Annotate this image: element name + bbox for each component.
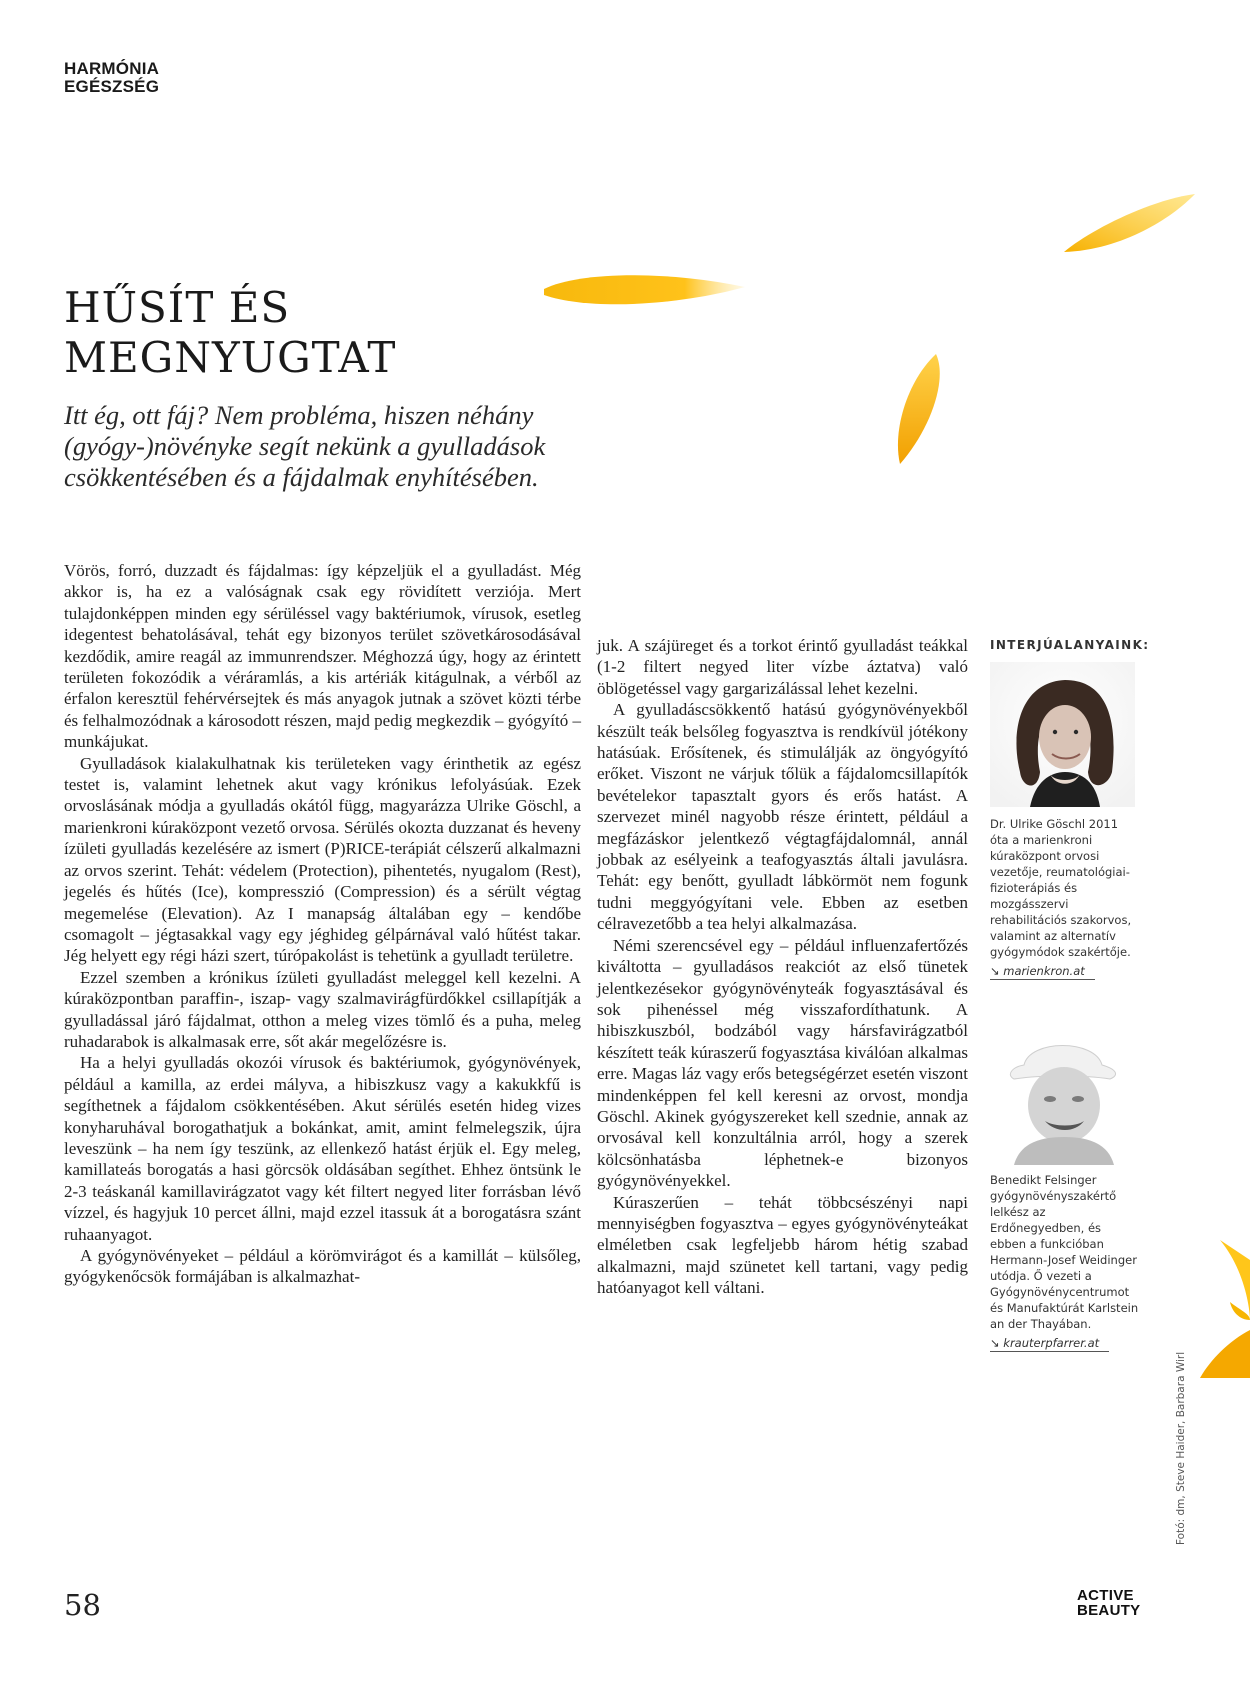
section-label-line2: EGÉSZSÉG	[64, 77, 160, 96]
interviewee-1	[990, 816, 1140, 980]
article-lead: Itt ég, ott fáj? Nem probléma, hiszen néhány (gyógy-)növényke segít nekünk a gyulladások csökkentésében és a fájdalmak enyhítésében.	[64, 400, 546, 492]
brand-line2: BEAUTY	[1077, 1602, 1141, 1619]
paragraph: Gyulladások kialakulhatnak kis területeken vagy érinthetik az egész testet is, valamint lehetnek akut vagy krónikus lefolyásúak. Ezek orvoslásának módja a gyulladás okától függ, magyarázza Ulrike Göschl, a marienkroni kúraközpont vezető orvosa. Sérülés okozta duzzanat és heveny ízületi gyulladás kezelésére az ismert (P)RICE-terápiát célszerű alkalmazni az orvos szerint. Tehát: védelem (Protection), pihentetés, nyugalom (Rest), jegelés és hűtés (Ice), kompresszió (Compression) és a sérült végtag megemelése (Elevation). Az I manapság általában egy – kendőbe csomagolt – jégtasakkal vagy egy jéghideg gélpárnával való hűtést takar. Jég helyett egy régi házi szert, túrópakolást is tehetünk a gyulladt területre.	[64, 753, 581, 966]
flower-petal-image	[540, 265, 750, 325]
paragraph: A gyógynövényeket – például a körömvirágot és a kamillát – külsőleg, gyógykenőcsök formájában is alkalmazhat-	[64, 1246, 581, 1287]
paragraph: Ha a helyi gyulladás okozói vírusok és baktériumok, gyógynövények, például a kamilla, az erdei mályva, a hibiszkusz vagy a kakukkfű is segíthetnek a fájdalom csökkentésében. Akut sérülés esetén hideg vizes konyharuhával borogathatjuk a bokánkat, amit, amint felmelegszik, újra leveszünk – ha nem így teszünk, az ellenkező hatást érjük el. Egy meleg, kamillateás borogatás a hasi görcsök oldásában segíthet. Ehhez öntsünk le 2-3 teáskanál kamillavirágzatot vagy két filtert negyed liter forrásban lévő vízzel, és hagyjuk 10 percet állni, majd ezzel itassuk át a borogatásra szánt ruhaanyagot.	[64, 1053, 581, 1244]
interviewee-1-bio: Dr. Ulrike Göschl 2011 óta a marienkroni kúraközpont orvosi vezetője, reumatológiai-fizioterápiás és mozgásszervi rehabilitációs szakorvos, valamint az alternatív gyógymódok szakértője.	[990, 817, 1132, 959]
article-title	[64, 283, 396, 383]
paragraph: Ezzel szemben a krónikus ízületi gyulladást meleggel kell kezelni. A kúraközpontban paraffin-, iszap- vagy szalmavirágfürdőkkel csillapítják a gyulladással járó fájdalmat, otthon a meleg vizes tömlő és a puha, meleg ruhadarabok is alkalmasak erre, sőt akár megelőzésre is.	[64, 967, 581, 1051]
paragraph: A gyulladáscsökkentő hatású gyógynövényekből készült teák belsőleg fogyasztva is rendkívül jótékony hatásúak. Erősítenek, és stimulálják az öngyógyító erőket. Viszont ne várjuk tőlük a fájdalomcsillapítók bevételekor tapasztalt gyors és erős hatást. A szervezet minél nagyobb része érintett, például a megfázáskor jelentkező végtagfájdalomnál, annál jobbak az esélyeink a teafogyasztás általi javulásra. Tehát: egy benőtt, gyulladt lábkörmöt nem fogunk tudni meggyógyítani vele. Ebben az esetben célravezetőbb a tea helyi alkalmazása.	[597, 700, 968, 934]
page-number: 58	[64, 1588, 101, 1622]
article-title-line2: MEGNYUGTAT	[64, 333, 397, 382]
portrait-photo	[990, 1025, 1135, 1165]
magazine-brand-logo	[1077, 1588, 1140, 1618]
flower-petal-image	[1190, 1230, 1250, 1380]
section-label-line1: HARMÓNIA	[64, 59, 160, 78]
interviewee-1-link[interactable]: ↘ marienkron.at	[990, 963, 1095, 980]
paragraph: juk. A szájüreget és a torkot érintő gyulladást teákkal (1-2 filtert negyed liter vízbe áztatva) való öblögetéssel vagy gargarizálással lehet kezelni.	[597, 636, 968, 698]
sidebar-heading: INTERJÚALANYAINK:	[990, 638, 1150, 652]
photo-credit: Fotó: dm, Steve Haider, Barbara Wirl	[1175, 1351, 1187, 1545]
interviewee-2-link[interactable]: ↘ krauterpfarrer.at	[990, 1335, 1109, 1352]
article-column-1	[64, 560, 581, 1288]
flower-petal-image	[890, 350, 950, 470]
article-column-2	[597, 635, 968, 1299]
portrait-photo	[990, 662, 1135, 807]
article-title-line1: HŰSÍT ÉS	[64, 283, 291, 332]
section-label	[64, 60, 159, 96]
interviewee-2	[990, 1172, 1140, 1352]
paragraph: Némi szerencsével egy – például influenzafertőzés kiváltotta – gyulladásos reakciót az első tünetek jelentkezésekor gyógynövényteák fogyasztásával és sok pihenéssel még visszafordíthatunk. A hibiszkuszból, bodzából vagy hársfavirágzatból készített teák kúraszerű fogyasztása kiválóan alkalmas erre. Magas láz vagy erős betegségérzet esetén viszont mindenképpen fel kell keresni az orvost, mondja Göschl. Akinek gyógyszereket kell szednie, annak az orvosával kell konzultálnia arról, hogy a szerek kölcsönhatásba léphetnek-e bizonyos gyógynövényekkel.	[597, 935, 968, 1191]
interviewee-2-bio: Benedikt Felsinger gyógynövényszakértő lelkész az Erdőnegyedben, és ebben a funkcióban Hermann-Josef Weidinger utódja. Ő vezeti a Gyógynövénycentrumot és Manufaktúrát Karlstein an der Thayában.	[990, 1173, 1139, 1331]
brand-line1: ACTIVE	[1077, 1587, 1134, 1604]
flower-petal-image	[1060, 190, 1200, 260]
paragraph: Kúraszerűen – tehát többcsészényi napi mennyiségben fogyasztva – egyes gyógynövényteákat elméletben csak legfeljebb három hétig szabad alkalmazni, majd szünetet kell tartani, vagy pedig hatóanyagot kell váltani.	[597, 1192, 968, 1298]
paragraph: Vörös, forró, duzzadt és fájdalmas: így képzeljük el a gyulladást. Még akkor is, ha ez a valóságnak csak egy rövidített verziója. Mert tulajdonképpen minden egy sérüléssel vagy baktériumok, vírusok, esetleg idegentest behatolásával, tehát egy bizonyos terület szövetkárosodásával kezdődik, amire reagál az immunrendszer. Méghozzá úgy, hogy az érintett területen fokozódik a véráramlás, a kis artériák kitágulnak, a vérből az érfalon keresztül fehérvérsejtek és más anyagok jutnak a szövet közti térbe és felhalmozódnak a károsodott részen, majd pedig megkezdik – gyógyító – munkájukat.	[64, 561, 581, 752]
